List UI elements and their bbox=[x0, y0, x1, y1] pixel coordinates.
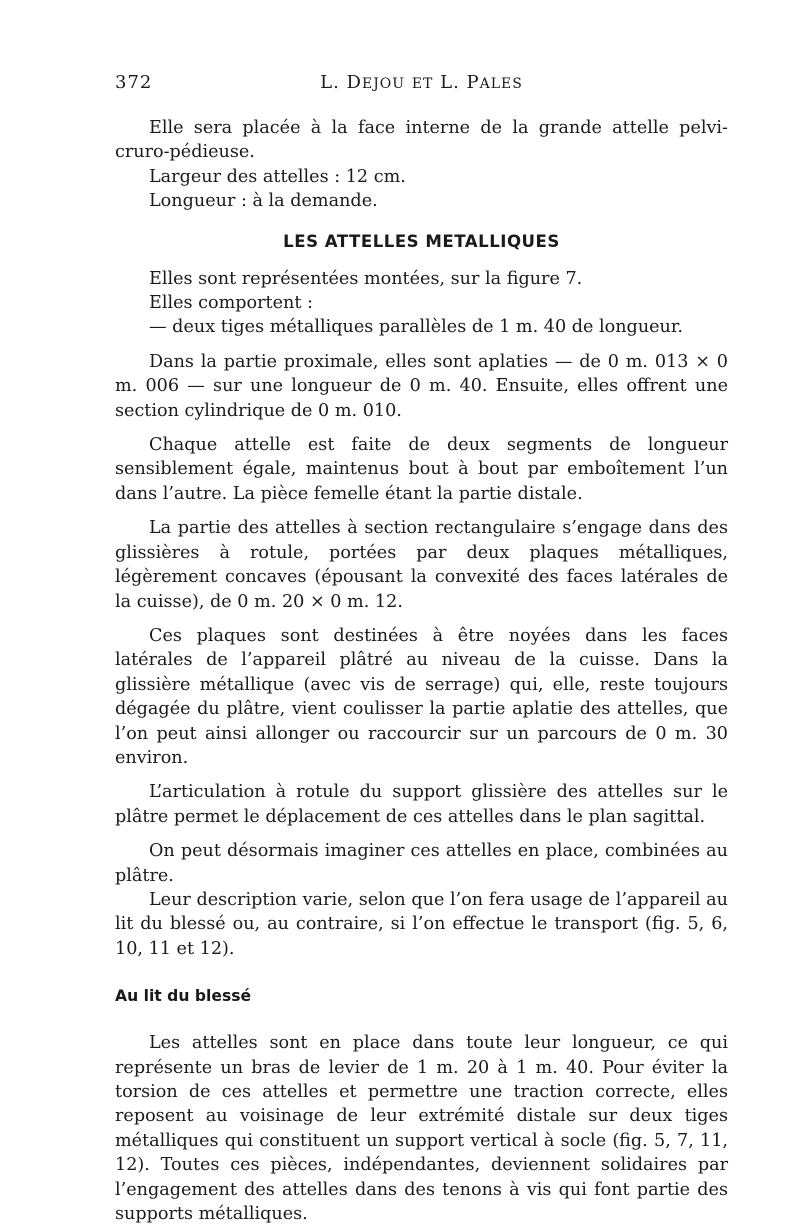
author-2-initial: L. P bbox=[440, 72, 480, 93]
section-heading: LES ATTELLES METALLIQUES bbox=[283, 231, 560, 251]
paragraph: Elles sont représentées montées, sur la figure 7. bbox=[149, 268, 583, 289]
paragraph: Les attelles sont en place dans toute leur longueur, ce qui représente un bras de levier de 1 m. 20 à 1 m. 40. Pour éviter la torsion de ces attelles et permettre une traction correcte, elles reposent au voisinage de leur extrémité distale sur deux tiges métalliques qui constituent un support vertical à socle (fig. 5, 7, 11, 12). Toutes ces pièces, indépendantes, deviennent solidaires par l’engagement des attelles dans des tenons à vis qui font partie des supports métalliques. bbox=[115, 1033, 728, 1225]
page-header bbox=[115, 72, 728, 102]
paragraph: Largeur des attelles : 12 cm. bbox=[149, 166, 406, 187]
conjunction: ET bbox=[411, 76, 434, 92]
paragraph: Chaque attelle est faite de deux segments de longueur sensiblement égale, maintenus bout à bout par emboîtement l’un dans l’autre. La pièce femelle étant la partie distale. bbox=[115, 435, 728, 504]
subsection-heading: Au lit du blessé bbox=[115, 987, 252, 1006]
paragraph: Elle sera placée à la face interne de la grande attelle pelvi-cruro-pédieuse. bbox=[115, 118, 728, 163]
paragraph: Leur description varie, selon que l’on fera usage de l’appareil au lit du blessé ou, au contraire, si l’on effectue le transport (fig. 5, 6, 10, 11 et 12). bbox=[115, 889, 728, 959]
paragraph: Longueur : à la demande. bbox=[149, 191, 378, 212]
paragraph: La partie des attelles à section rectangulaire s’engage dans des glissières à rotule, portées par deux plaques métalliques, légèrement concaves (épousant la convexité des faces latérales de la cuisse), de 0 m. 20 × 0 m. 12. bbox=[115, 518, 728, 612]
paragraph: — deux tiges métalliques parallèles de 1 m. 40 de longueur. bbox=[149, 317, 683, 338]
running-head bbox=[115, 72, 728, 93]
body-text bbox=[115, 116, 728, 1226]
paragraph: L’articulation à rotule du support glissière des attelles sur le plâtre permet le déplacement de ces attelles dans le plan sagittal. bbox=[115, 782, 728, 827]
paragraph: On peut désormais imaginer ces attelles en place, combinées au plâtre. bbox=[115, 841, 728, 886]
page-number: 372 bbox=[115, 72, 153, 93]
author-1-name: EJOU bbox=[361, 76, 406, 92]
author-1-initial: L. D bbox=[320, 72, 362, 93]
paragraph: Ces plaques sont destinées à être noyées dans les faces latérales de l’appareil plâtré au niveau de la cuisse. Dans la glissière métallique (avec vis de serrage) qui, elle, reste toujours dégagée du plâtre, vient coulisser la partie aplatie des attelles, que l’on peut ainsi allonger ou raccourcir sur un parcours de 0 m. 30 environ. bbox=[115, 625, 728, 768]
author-2-name: ALES bbox=[479, 76, 523, 92]
paragraph: Elles comportent : bbox=[149, 293, 313, 314]
paragraph: Dans la partie proximale, elles sont aplaties — de 0 m. 013 × 0 m. 006 — sur une longueur de 0 m. 40. Ensuite, elles offrent une section cylindrique de 0 m. 010. bbox=[115, 351, 728, 421]
